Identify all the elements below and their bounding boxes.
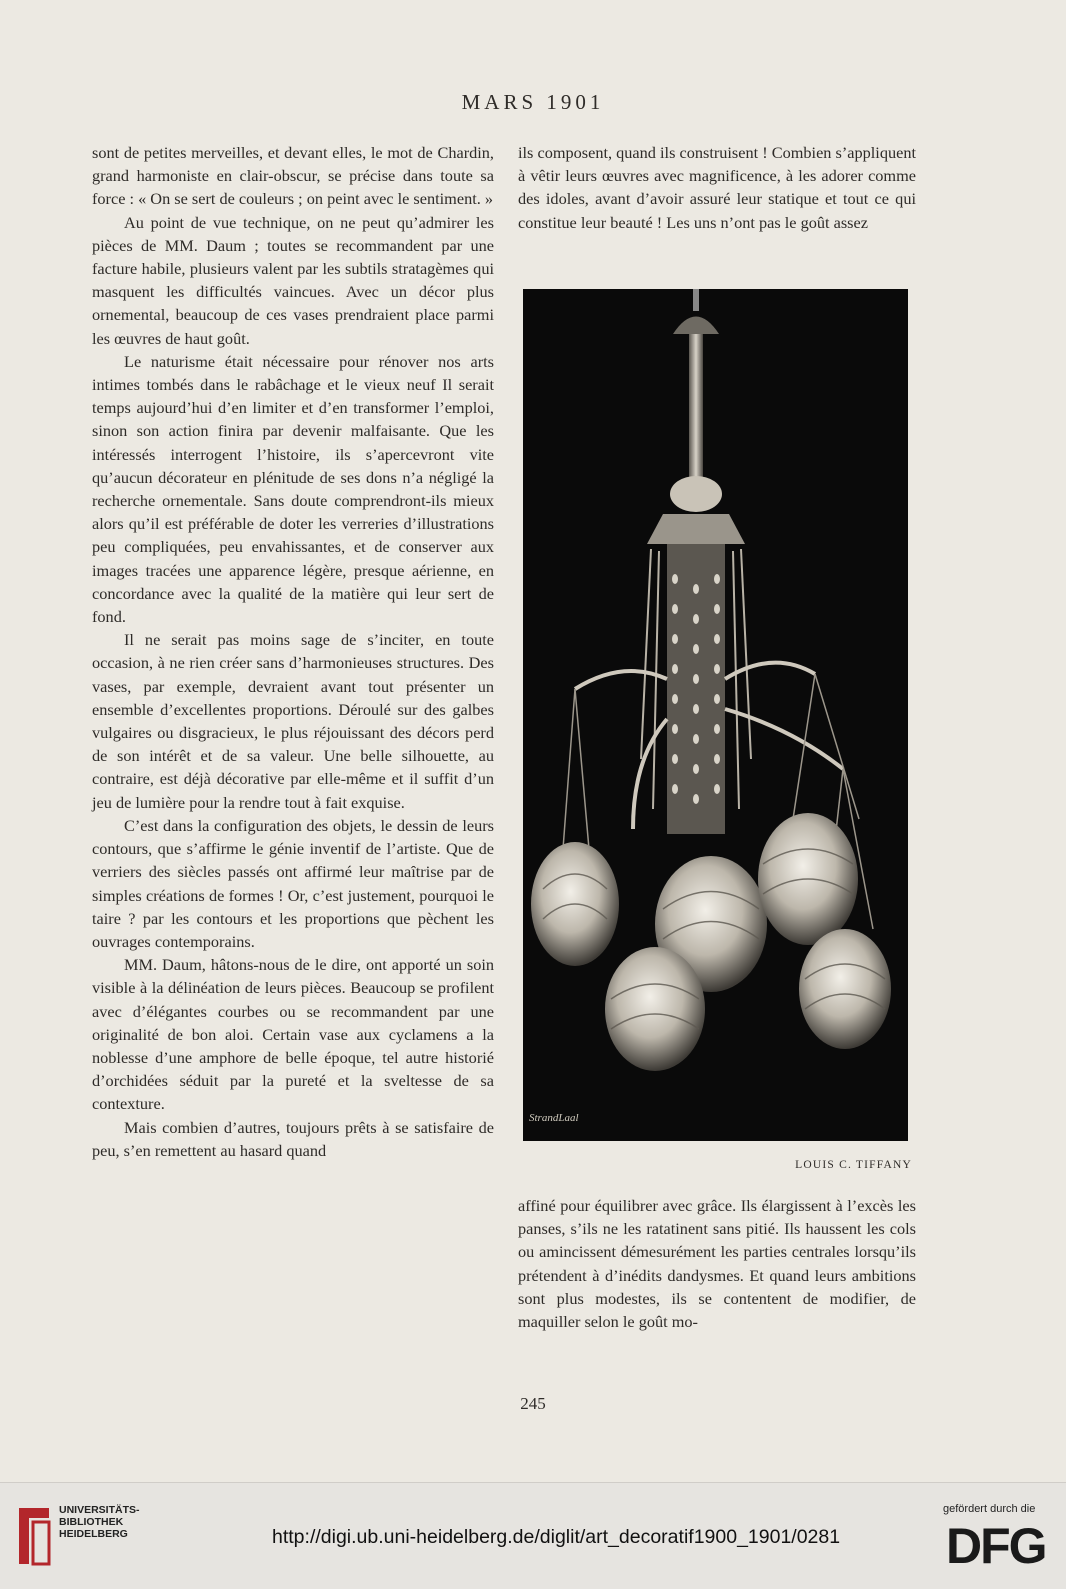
funder-label: gefördert durch die (943, 1503, 1036, 1515)
paragraph: Le naturisme était nécessaire pour rénover nos arts intimes tombés dans le rabâchage et le vieux neuf Il serait temps aujourd’hui d’en limiter et d’en transformer l’emploi, sinon son action finira par devenir malfaisante. Que les intéressés interrogent l’histoire, ils s’apercevront vite qu’aucun décorateur en plénitude de ses dons n’a négligé la recherche ornementale. Sans doute comprendront-ils mieux alors qu’il est préférable de doter les verreries d’illustrations peu compliquées, peu envahissantes, et de conserver aux images tracées une apparence légère, presque aérienne, en concordance avec la qualité de la matière qui leur sert de fond. (92, 351, 494, 627)
right-column-bottom (518, 1194, 916, 1333)
digitization-footer (0, 1482, 1066, 1589)
paragraph: Il ne serait pas moins sage de s’inciter, en toute occasion, à ne rien créer sans d’harmonieuses structures. Des vases, par exemple, devraient avant tout présenter un ensemble d’excellentes proportions. Déroulé sur des galbes vulgaires ou disgracieux, le plus réjouissant des décors perd de son intérêt et de sa valeur. Une belle silhouette, au contraire, est déjà décorative par elle-même et il suffit d’un jeu de lumière pour la rendre tout à fait exquise. (92, 630, 494, 812)
paragraph: affiné pour équilibrer avec grâce. Ils élargissent à l’excès les panses, s’ils ne les ratatinent sans pitié. Ils haussent les cols ou amincissent démesurément les parties centrales lorsqu’ils prétendent à d’inédits dandysmes. Et quand leurs ambitions sont plus modestes, ils se contentent de modifier, de maquiller selon le goût mo- (518, 1196, 916, 1332)
paragraph: ils composent, quand ils construisent ! Combien s’appliquent à vêtir leurs œuvres avec magnificence, à les adorer comme des idoles, avant d’avoir assuré leur statique et tout ce qui constitue leur beauté ! Les uns n’ont pas le goût assez (518, 143, 916, 232)
page-number: 245 (520, 1394, 546, 1413)
lamp-photograph (523, 289, 908, 1141)
dfg-logo-text: DFG (946, 1519, 1046, 1569)
university-library-logo-icon (15, 1504, 53, 1568)
permalink-url[interactable]: http://digi.ub.uni-heidelberg.de/diglit/art_decoratif1900_1901/0281 (272, 1526, 841, 1548)
dfg-logo-icon (946, 1519, 1051, 1569)
paragraph: Mais combien d’autres, toujours prêts à se satisfaire de peu, s’en remettent au hasard quand (92, 1117, 494, 1160)
paragraph: C’est dans la configuration des objets, le dessin de leurs contours, que s’affirme le génie inventif de l’artiste. Que de verriers des siècles passés ont affirmé leur maîtrise par de simples créations de formes ! Or, c’est justement, pourquoi le taire ? par les contours et les proportions que pèchent les ouvrages contemporains. (92, 815, 494, 951)
library-line: BIBLIOTHEK (59, 1516, 124, 1528)
paragraph: sont de petites merveilles, et devant elles, le mot de Chardin, grand harmoniste en clair-obscur, se précise dans toute sa force : « On se sert de couleurs ; on peint avec le sentiment. » (92, 143, 494, 209)
library-line: UNIVERSITÄTS- (59, 1504, 140, 1516)
figure-caption: LOUIS C. TIFFANY (795, 1159, 912, 1171)
chandelier-illustration (523, 289, 908, 1141)
library-line: HEIDELBERG (59, 1528, 128, 1540)
paragraph: Au point de vue technique, on ne peut qu’admirer les pièces de MM. Daum ; toutes se recommandent par une facture habile, plusieurs valent par les subtils stratagèmes qui masquent les difficultés vaincues. Avec un décor plus ornemental, beaucoup de ces vases prendraient place parmi les œuvres de haut goût. (92, 212, 494, 348)
photographer-signature: StrandLaal (529, 1112, 579, 1124)
paragraph: MM. Daum, hâtons-nous de le dire, ont apporté un soin visible à la délinéation de leurs pièces. Beaucoup se profilent avec d’élégantes courbes ou se recommandent par une originalité de bon aloi. Certain vase aux cyclamens a la noblesse d’une amphore de belle époque, tel autre historié d’orchidées séduit par la pureté et la sveltesse de sa contexture. (92, 955, 494, 1114)
right-column-top (518, 141, 916, 234)
running-header: MARS 1901 (461, 90, 605, 114)
library-name (59, 1504, 140, 1540)
left-column (92, 141, 494, 1162)
